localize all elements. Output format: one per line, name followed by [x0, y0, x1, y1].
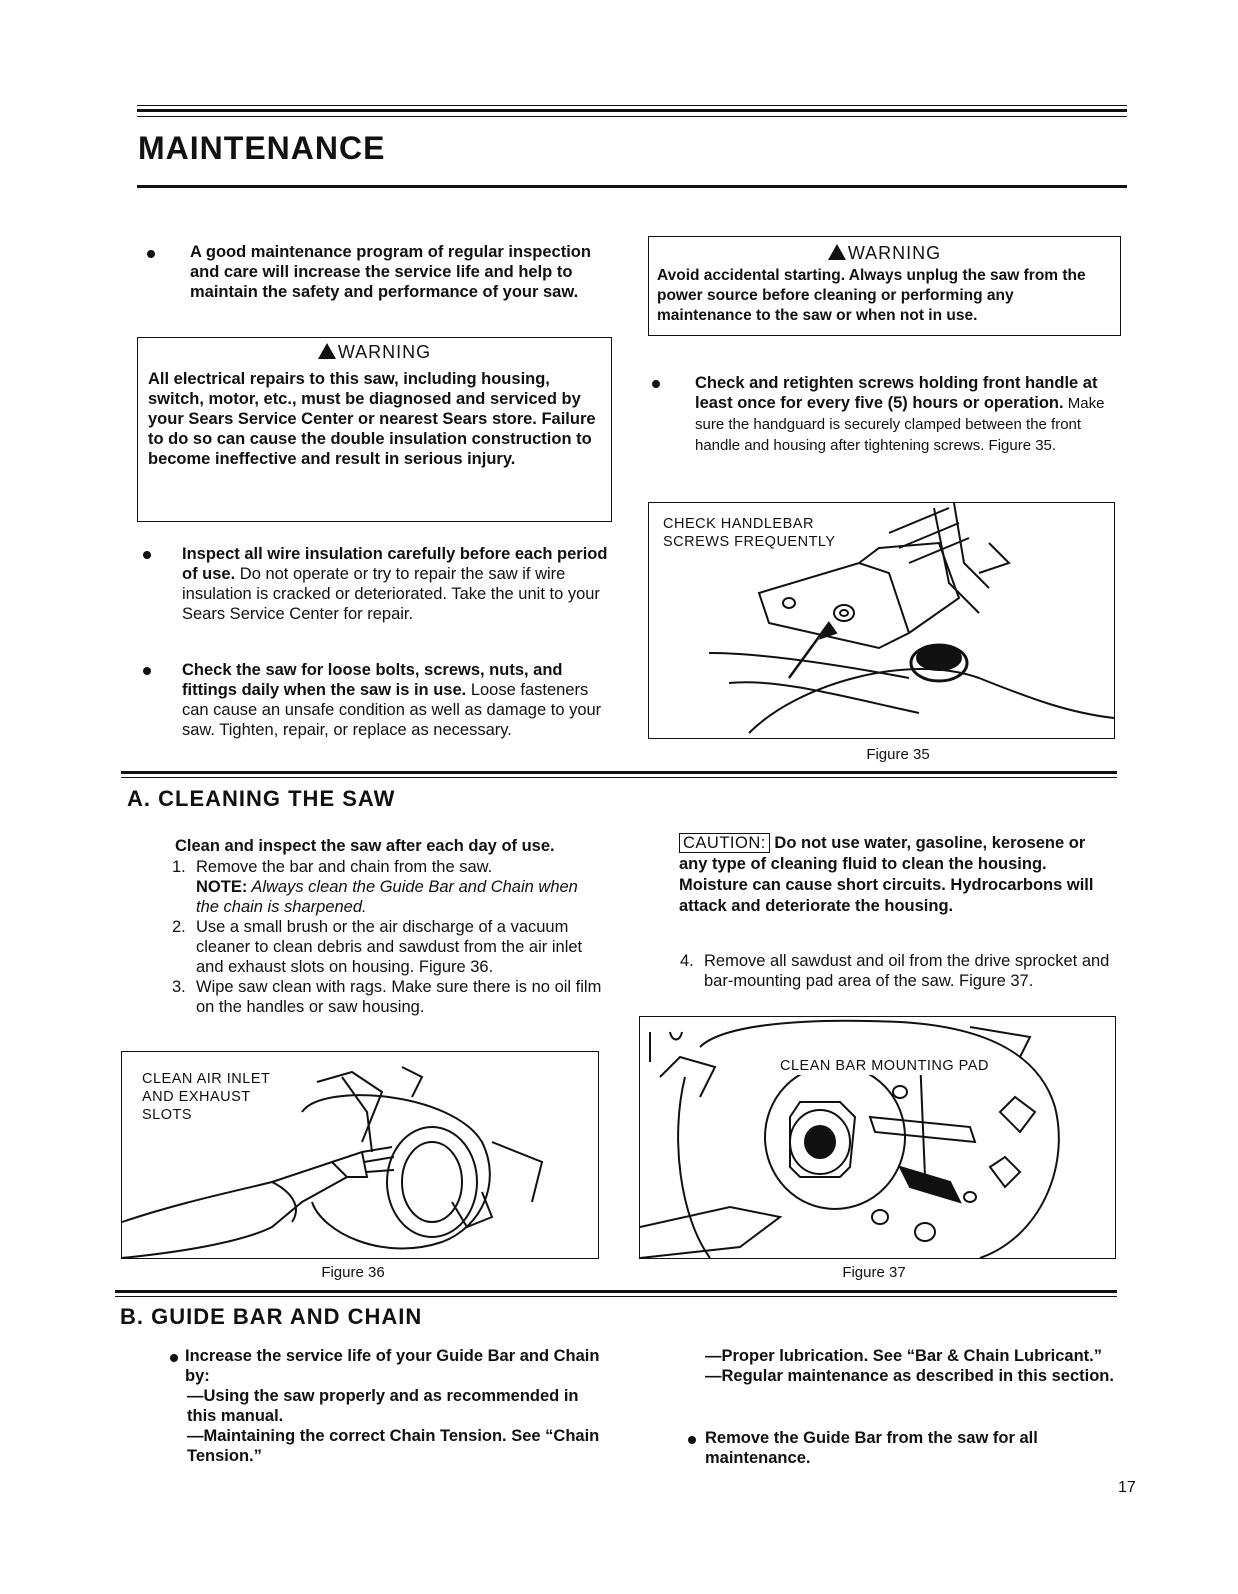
section-b-title: B. GUIDE BAR AND CHAIN — [120, 1304, 423, 1329]
page-title: MAINTENANCE — [138, 130, 386, 166]
figure-35 — [648, 502, 1115, 739]
step-1: 1. Remove the bar and chain from the saw. NOTE: Always clean the Guide Bar and Chain when the chain is sharpened. — [172, 858, 578, 916]
warning-heading: WARNING — [138, 342, 611, 363]
figure-37 — [639, 1016, 1116, 1259]
warning-box-starting — [648, 236, 1121, 336]
bullet-dot — [143, 551, 151, 559]
warning-heading: WARNING — [649, 243, 1120, 264]
section-b-rule-thin — [115, 1296, 1117, 1297]
section-b-right: —Proper lubrication. See “Bar & Chain Lubricant.” —Regular maintenance as described in this section. — [705, 1347, 1114, 1385]
section-a-rule — [121, 771, 1117, 774]
warning-box-electrical — [137, 337, 612, 522]
bullet-dot — [170, 1354, 178, 1362]
header-bottom-rule — [137, 185, 1127, 188]
figure-37-caption: Figure 37 — [842, 1264, 906, 1281]
caution-tag: CAUTION: — [679, 833, 770, 853]
header-top-rule-1 — [137, 105, 1127, 106]
section-b-right-bullet: Remove the Guide Bar from the saw for all maintenance. — [705, 1429, 1038, 1467]
section-a-title: A. CLEANING THE SAW — [127, 786, 396, 811]
bullet-dot — [652, 380, 660, 388]
figure-35-label: CHECK HANDLEBAR SCREWS FREQUENTLY — [663, 516, 836, 550]
figure-35-caption: Figure 35 — [866, 746, 930, 763]
step-2: 2. Use a small brush or the air discharge of a vacuum cleaner to clean debris and sawdust from the air inlet and exhaust slots on housing. Figure 36. — [172, 918, 583, 976]
caution-paragraph: CAUTION: Do not use water, gasoline, kerosene or any type of cleaning fluid to clean the housing. Moisture can cause short circuits. Hydrocarbons will attack and deteriorate the housing. — [679, 834, 1094, 915]
step-3: 3. Wipe saw clean with rags. Make sure there is no oil film on the handles or saw housing. — [172, 978, 602, 1016]
bullet-check-bolts: Check the saw for loose bolts, screws, nuts, and fittings daily when the saw is in use. Loose fasteners can cause an unsafe condition as well as damage to your saw. Tighten, repair, or replace as necessary. — [182, 661, 602, 739]
bullet-dot — [143, 667, 151, 675]
section-b-rule — [115, 1290, 1117, 1293]
bullet-dot — [147, 250, 155, 258]
figure-37-label: CLEAN BAR MOUNTING PAD — [780, 1058, 989, 1074]
page-number: 17 — [1118, 1479, 1136, 1496]
warning-triangle-icon — [318, 343, 336, 359]
section-a-rule-thin — [121, 777, 1117, 778]
header-top-rule-2 — [137, 109, 1127, 112]
warning-text: Avoid accidental starting. Always unplug the saw from the power source before cleaning or performing any maintenance to the saw or when not in use. — [657, 267, 1086, 324]
figure-36 — [121, 1051, 599, 1259]
step-4: 4. Remove all sawdust and oil from the drive sprocket and bar-mounting pad area of the saw. Figure 37. — [680, 952, 1110, 990]
bullet-check-handle: Check and retighten screws holding front handle at least once for every five (5) hours or operation. Make sure the handguard is securely clamped between the front handle and housing after tightening screws. Figure 35. — [695, 374, 1105, 454]
figure-36-label: CLEAN AIR INLET AND EXHAUST SLOTS — [142, 1071, 271, 1123]
bullet-inspect-wire: Inspect all wire insulation carefully before each period of use. Do not operate or try to repair the saw if wire insulation is cracked or deteriorated. Take the unit to your Sears Service Center for repair. — [182, 545, 608, 623]
section-b-left: Increase the service life of your Guide Bar and Chain by: —Using the saw properly and as recommended in this manual. —Maintaining the correct Chain Tension. See “Chain Tension.” — [185, 1347, 600, 1465]
intro-text: A good maintenance program of regular inspection and care will increase the service life and help to maintain the safety and performance of your saw. — [190, 243, 591, 301]
bullet-dot — [688, 1436, 696, 1444]
section-a-steps — [172, 857, 602, 1017]
warning-text: All electrical repairs to this saw, including housing, switch, motor, etc., must be diagnosed and serviced by your Sears Service Center or nearest Sears store. Failure to do so can cause the double insulation construction to become ineffective and result in serious injury. — [148, 370, 596, 468]
header-top-rule-3 — [137, 116, 1127, 117]
section-a-lead: Clean and inspect the saw after each day of use. — [175, 837, 555, 855]
figure-36-caption: Figure 36 — [321, 1264, 385, 1281]
figure-37-illustration — [640, 1017, 1115, 1258]
warning-triangle-icon — [828, 244, 846, 260]
